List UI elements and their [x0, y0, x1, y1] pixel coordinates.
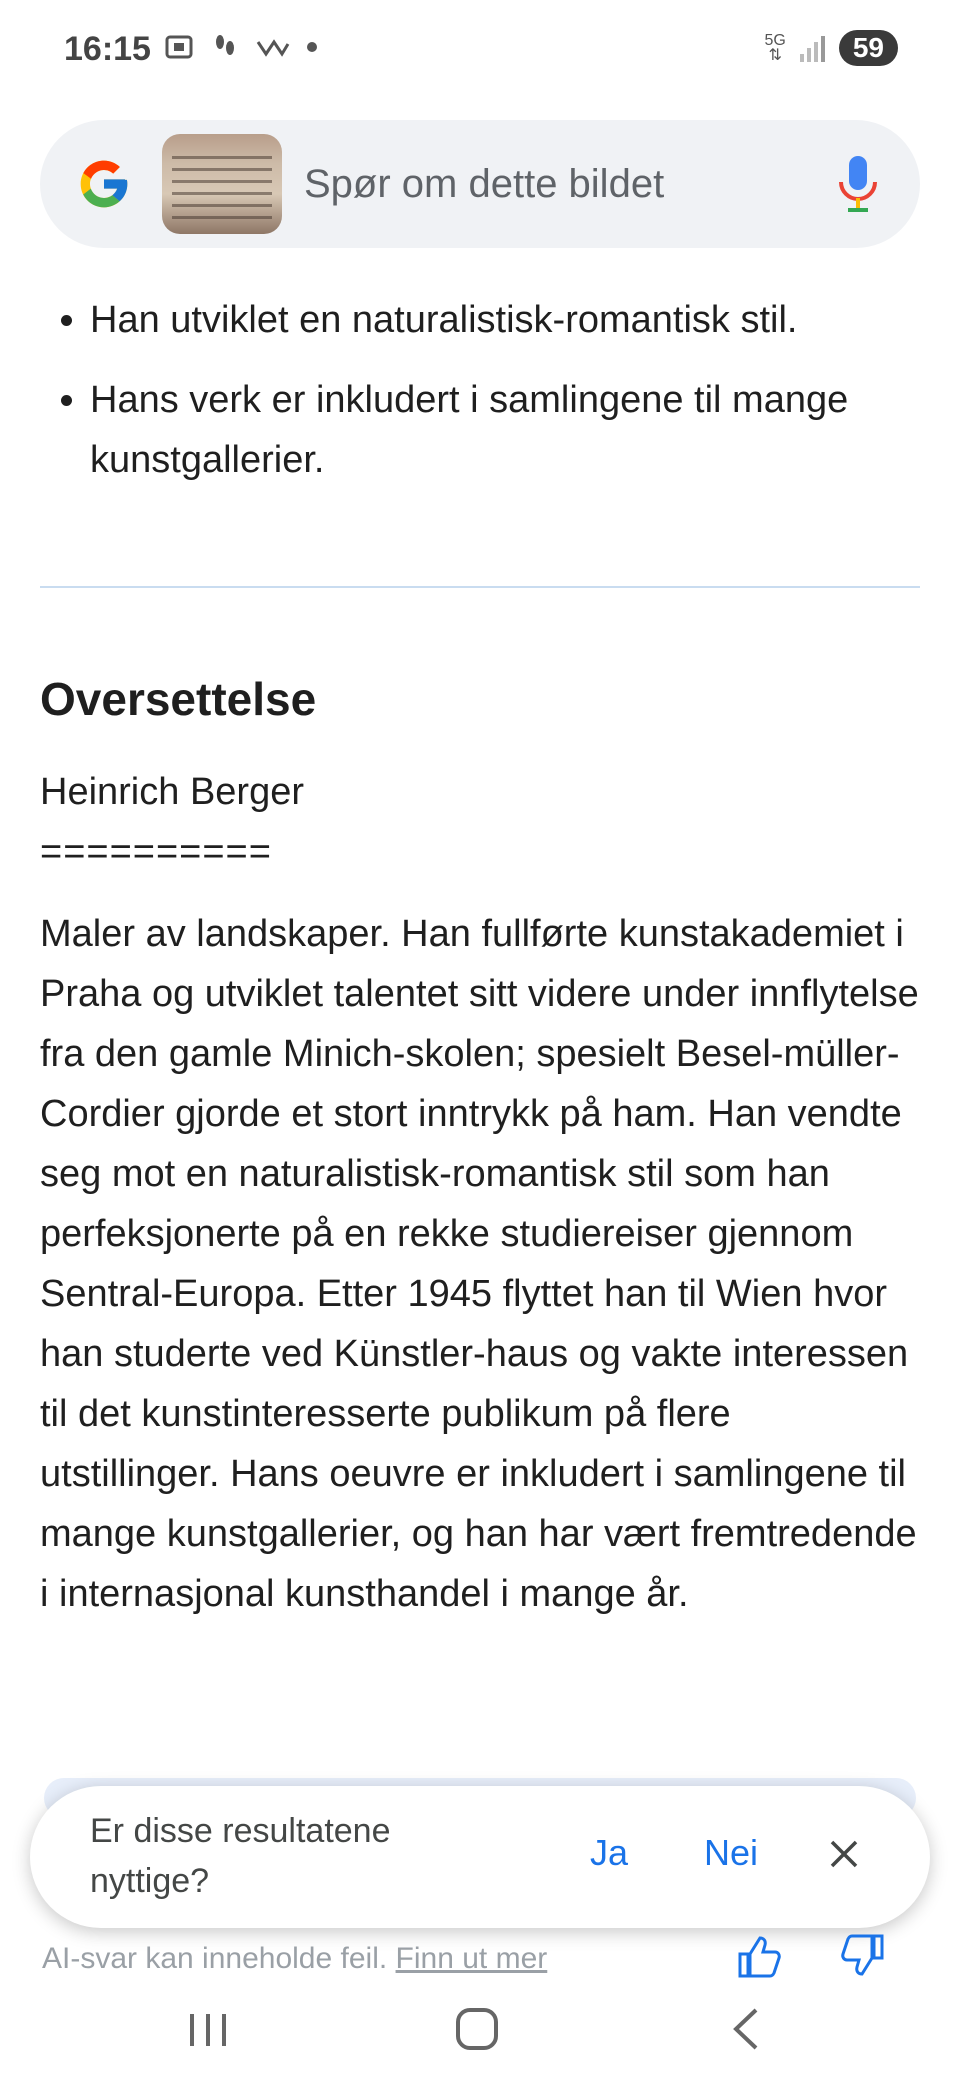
- navigation-bar: [0, 1986, 960, 2080]
- battery-indicator: 59: [839, 30, 898, 66]
- dot-icon: [306, 32, 318, 62]
- translation-underline: ==========: [40, 831, 272, 873]
- feedback-question: Er disse resultatene nyttige?: [90, 1812, 391, 1900]
- image-thumbnail[interactable]: [162, 134, 282, 234]
- disclaimer-text: AI-svar kan inneholde feil.: [42, 1942, 388, 1975]
- translation-body: Maler av landskaper. Han fullførte kunstakademiet i Praha og utviklet talentet sitt videre under innflytelse fra den gamle Minich-skolen; spesielt Besel-müller-Cordier gjorde et stort inntrykk på ham. Han vendte seg mot en naturalistisk-romantisk stil som han perfeksjonerte på en rekke studiereiser gjennom Sentral-Europa. Etter 1945 flyttet han til Wien hvor han studerte ved Künstler-haus og vakte interessen til det kunstinteresserte publikum på flere utstillinger. Hans oeuvre er inkludert i samlingene til mange kunstgallerier, og han har vært fremtredende i internasjonal kunsthandel i mange år.: [40, 913, 919, 1615]
- feedback-yes-button[interactable]: Ja: [590, 1832, 629, 1873]
- list-item: • Hans verk er inkludert i samlingene til mange kunstgallerier.: [90, 370, 920, 490]
- mic-icon[interactable]: [836, 154, 880, 214]
- feedback-no-button[interactable]: Nei: [704, 1832, 759, 1873]
- status-bar: [0, 0, 960, 100]
- ai-summary: [40, 290, 920, 510]
- section-divider: [40, 586, 920, 588]
- ai-disclaimer: [42, 1942, 547, 1976]
- search-bar[interactable]: [40, 120, 920, 248]
- list-item: • Han utviklet en naturalistisk-romantisk stil.: [90, 290, 920, 350]
- network-indicator: 5G ⇅: [764, 32, 786, 64]
- home-icon[interactable]: [454, 2006, 500, 2052]
- back-icon[interactable]: [726, 2004, 766, 2054]
- thumbs-down-icon[interactable]: [838, 1932, 888, 1980]
- activity-icon: [256, 32, 290, 62]
- learn-more-link[interactable]: Finn ut mer: [395, 1942, 548, 1975]
- google-logo-icon[interactable]: [76, 156, 132, 212]
- notification-icons: [164, 32, 318, 62]
- status-right: [765, 30, 899, 66]
- search-input[interactable]: Spør om dette bildet: [304, 161, 665, 206]
- close-icon[interactable]: [820, 1830, 868, 1878]
- thumbs-up-icon[interactable]: [734, 1932, 784, 1980]
- status-time: 16:15: [64, 30, 151, 68]
- feedback-prompt: [30, 1786, 930, 1928]
- translation-name: Heinrich Berger: [40, 771, 304, 813]
- summary-list: [40, 290, 920, 490]
- recent-apps-icon[interactable]: [186, 2008, 230, 2052]
- footsteps-icon: [210, 32, 240, 62]
- translation-heading: Oversettelse: [40, 673, 317, 725]
- signal-icon: [800, 34, 825, 62]
- screenshot-icon: [164, 32, 194, 62]
